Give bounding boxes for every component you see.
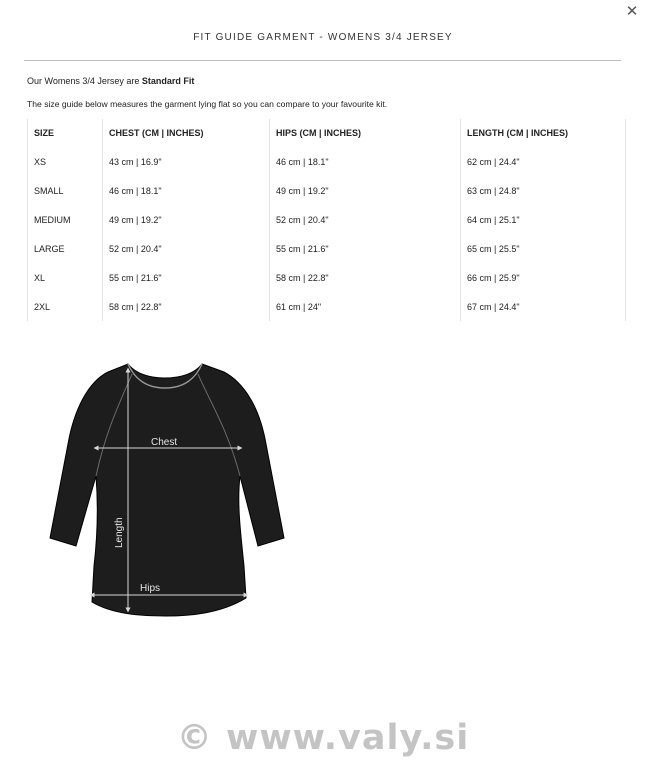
chest-label: Chest [151, 437, 178, 448]
header-hips: HIPS (CM | INCHES) [270, 119, 461, 147]
chest-cell: 46 cm | 18.1" [103, 176, 270, 205]
size-cell: SMALL [28, 176, 103, 205]
close-button[interactable] [624, 4, 640, 20]
hips-label: Hips [140, 583, 161, 594]
fit-prefix: Our Womens 3/4 Jersey are [27, 76, 142, 86]
chest-cell: 58 cm | 22.8" [103, 292, 270, 321]
chest-cell: 55 cm | 21.6" [103, 263, 270, 292]
table-row [28, 147, 626, 176]
watermark: © www.valy.si [176, 718, 470, 758]
title-divider [24, 60, 621, 61]
chest-cell: 49 cm | 19.2" [103, 205, 270, 234]
guide-description: The size guide below measures the garment lying flat so you can compare to your favourite kit. [27, 99, 388, 109]
table-row [28, 176, 626, 205]
length-cell: 65 cm | 25.5" [461, 234, 626, 263]
table-row [28, 263, 626, 292]
length-cell: 66 cm | 25.9" [461, 263, 626, 292]
table-row [28, 205, 626, 234]
table-row [28, 234, 626, 263]
jersey-shape [50, 364, 284, 616]
jersey-measurement-diagram [48, 352, 292, 618]
chest-cell: 52 cm | 20.4" [103, 234, 270, 263]
hips-cell: 55 cm | 21.6" [270, 234, 461, 263]
fit-statement [27, 76, 194, 86]
length-cell: 63 cm | 24.8" [461, 176, 626, 205]
length-label: Length [114, 517, 125, 548]
table-header-row [28, 119, 626, 147]
close-icon: ✕ [625, 3, 639, 20]
size-cell: XL [28, 263, 103, 292]
hips-cell: 58 cm | 22.8" [270, 263, 461, 292]
header-chest: CHEST (CM | INCHES) [103, 119, 270, 147]
header-size: SIZE [28, 119, 103, 147]
length-cell: 62 cm | 24.4" [461, 147, 626, 176]
hips-cell: 49 cm | 19.2" [270, 176, 461, 205]
size-cell: XS [28, 147, 103, 176]
size-cell: LARGE [28, 234, 103, 263]
header-length: LENGTH (CM | INCHES) [461, 119, 626, 147]
size-cell: MEDIUM [28, 205, 103, 234]
size-cell: 2XL [28, 292, 103, 321]
fit-value: Standard Fit [141, 76, 195, 86]
size-table [27, 119, 626, 321]
modal-title: FIT GUIDE GARMENT - WOMENS 3/4 JERSEY [193, 32, 453, 43]
hips-cell: 52 cm | 20.4" [270, 205, 461, 234]
hips-cell: 61 cm | 24" [270, 292, 461, 321]
length-cell: 64 cm | 25.1" [461, 205, 626, 234]
hips-cell: 46 cm | 18.1" [270, 147, 461, 176]
length-cell: 67 cm | 24.4" [461, 292, 626, 321]
chest-cell: 43 cm | 16.9" [103, 147, 270, 176]
table-row [28, 292, 626, 321]
